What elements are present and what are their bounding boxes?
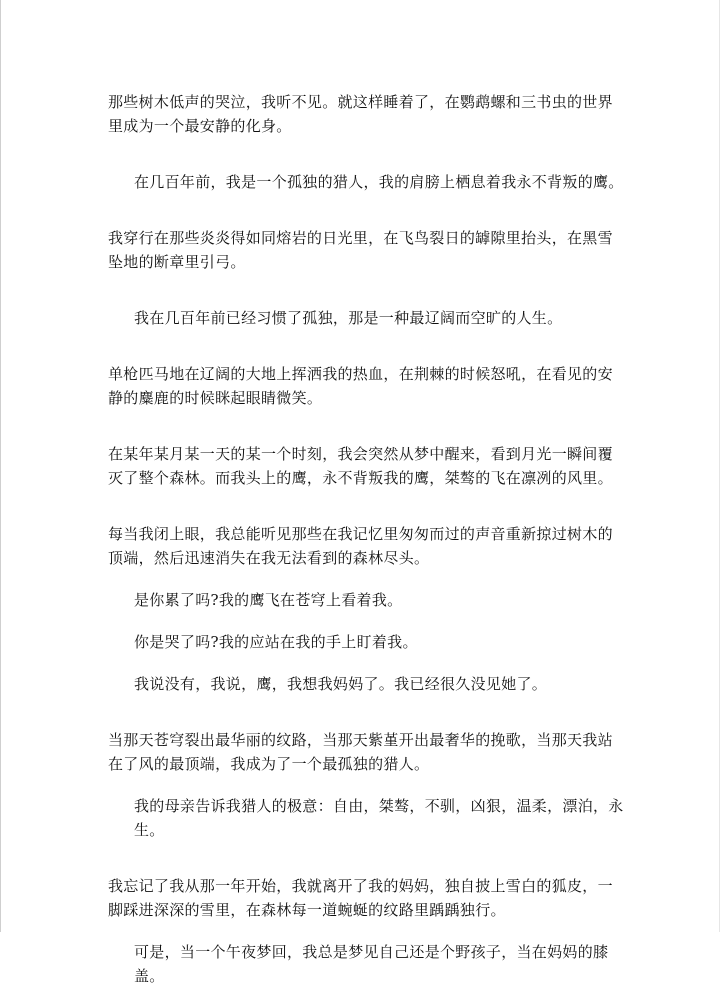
paragraph-6: 在某年某月某一天的某一个时刻，我会突然从梦中醒来，看到月光一瞬间覆灭了整个森林。而我头上的鹰，永不背叛我的鹰，桀骜的飞在凛冽的风里。 xyxy=(108,445,613,487)
paragraph-8: 是你累了吗?我的鹰飞在苍穹上看着我。 xyxy=(134,591,403,609)
paragraph-10: 我说没有，我说，鹰，我想我妈妈了。我已经很久没见她了。 xyxy=(134,675,548,693)
paragraph-4: 我在几百年前已经习惯了孤独，那是一种最辽阔而空旷的人生。 xyxy=(134,309,563,327)
paragraph-13: 我忘记了我从那一年开始，我就离开了我的妈妈，独自披上雪白的狐皮，一脚踩进深深的雪里，在森林每一道蜿蜒的纹路里踽踽独行。 xyxy=(108,877,613,919)
paragraph-5: 单枪匹马地在辽阔的大地上挥洒我的热血，在荆棘的时候怒吼，在看见的安静的麋鹿的时候眯起眼睛微笑。 xyxy=(108,365,613,407)
paragraph-12: 我的母亲告诉我猎人的极意：自由，桀骜，不驯，凶狠，温柔，漂泊，永生。 xyxy=(134,797,624,839)
page-edge-left xyxy=(0,0,1,932)
paragraph-3: 我穿行在那些炎炎得如同熔岩的日光里，在飞鸟裂日的罅隙里抬头，在黑雪坠地的断章里引弓。 xyxy=(108,229,613,271)
paragraph-14: 可是，当一个午夜梦回，我总是梦见自己还是个野孩子，当在妈妈的膝盖。 xyxy=(134,943,609,985)
paragraph-7: 每当我闭上眼，我总能听见那些在我记忆里匆匆而过的声音重新掠过树木的顶端，然后迅速消失在我无法看到的森林尽头。 xyxy=(108,525,613,567)
paragraph-9: 你是哭了吗?我的应站在我的手上盯着我。 xyxy=(134,633,418,651)
document-body xyxy=(108,90,628,988)
paragraph-2: 在几百年前，我是一个孤独的猎人，我的肩膀上栖息着我永不背叛的鹰。 xyxy=(134,173,624,191)
paragraph-1: 那些树木低声的哭泣，我听不见。就这样睡着了，在鹦鹉螺和三书虫的世界里成为一个最安静的化身。 xyxy=(108,93,613,135)
paragraph-11: 当那天苍穹裂出最华丽的纹路，当那天紫堇开出最奢华的挽歌，当那天我站在了风的最顶端，我成为了一个最孤独的猎人。 xyxy=(108,731,613,773)
